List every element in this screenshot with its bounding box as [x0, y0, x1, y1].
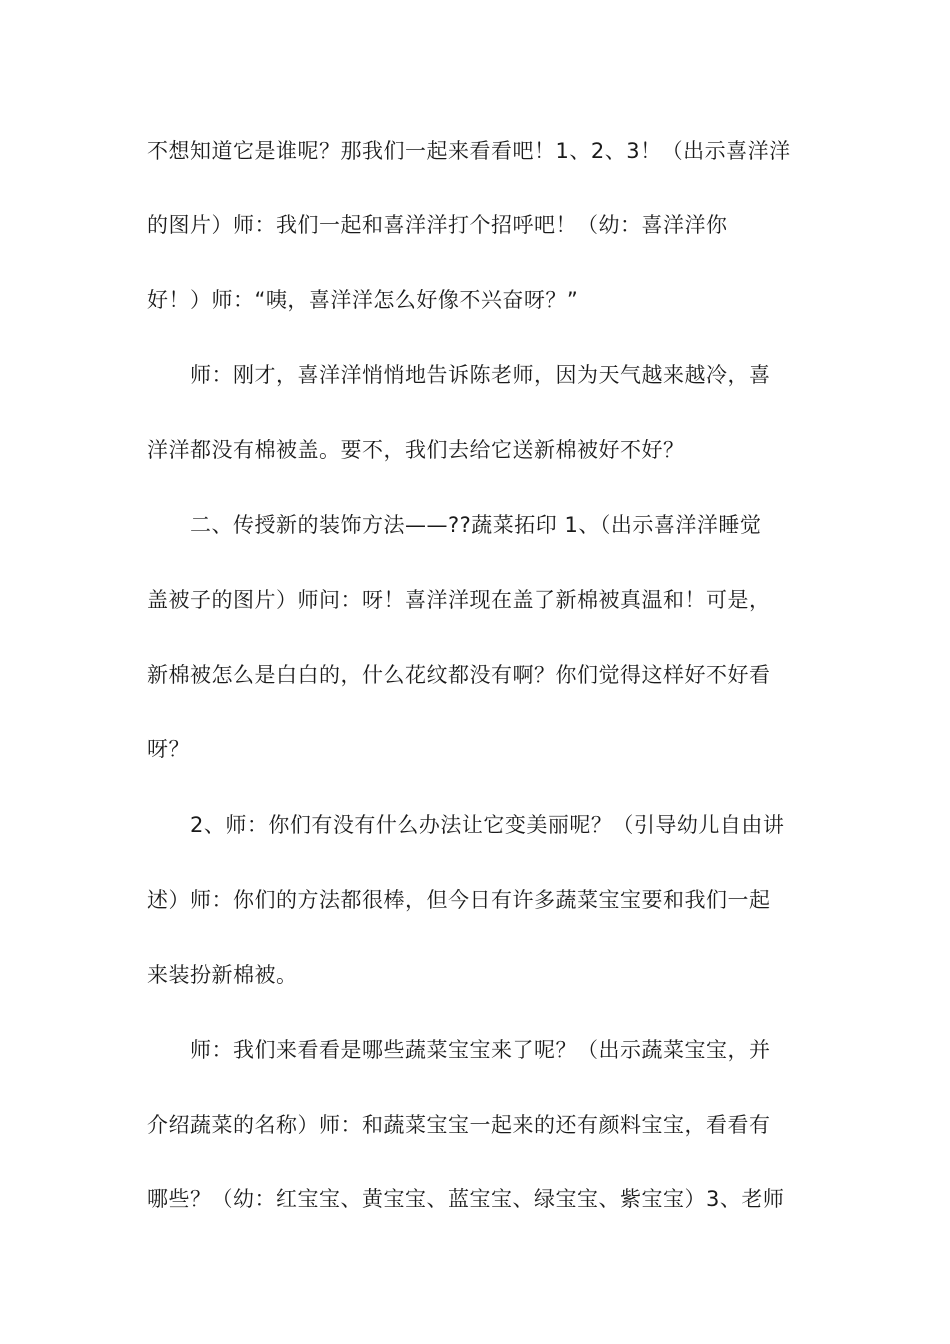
text-line: 好！）师：“咦，喜洋洋怎么好像不兴奋呀？” — [147, 288, 579, 312]
text-line: 盖被子的图片）师问：呀！喜洋洋现在盖了新棉被真温和！可是， — [147, 588, 771, 612]
text-line: 呀？ — [147, 737, 190, 761]
text-line: 洋洋都没有棉被盖。要不，我们去给它送新棉被好不好？ — [147, 438, 685, 462]
text-line: 介绍蔬菜的名称）师：和蔬菜宝宝一起来的还有颜料宝宝，看看有 — [147, 1113, 771, 1137]
text-line: 师：刚才，喜洋洋悄悄地告诉陈老师，因为天气越来越冷，喜 — [190, 363, 771, 387]
section-heading-line: 二、传授新的装饰方法——??蔬菜拓印 1、（出示喜洋洋睡觉 — [190, 513, 762, 537]
text-line: 新棉被怎么是白白的，什么花纹都没有啊？你们觉得这样好不好看 — [147, 663, 771, 687]
text-line: 来装扮新棉被。 — [147, 963, 298, 987]
text-line: 不想知道它是谁呢？那我们一起来看看吧！1、2、3！（出示喜洋洋 — [147, 139, 791, 163]
text-line: 哪些？（幼：红宝宝、黄宝宝、蓝宝宝、绿宝宝、紫宝宝）3、老师 — [147, 1187, 785, 1211]
text-line: 的图片）师：我们一起和喜洋洋打个招呼吧！（幼：喜洋洋你 — [147, 213, 728, 237]
text-line: 2、师：你们有没有什么办法让它变美丽呢？（引导幼儿自由讲 — [190, 813, 785, 837]
text-line: 述）师：你们的方法都很棒，但今日有许多蔬菜宝宝要和我们一起 — [147, 888, 771, 912]
text-line: 师：我们来看看是哪些蔬菜宝宝来了呢？（出示蔬菜宝宝，并 — [190, 1038, 771, 1062]
